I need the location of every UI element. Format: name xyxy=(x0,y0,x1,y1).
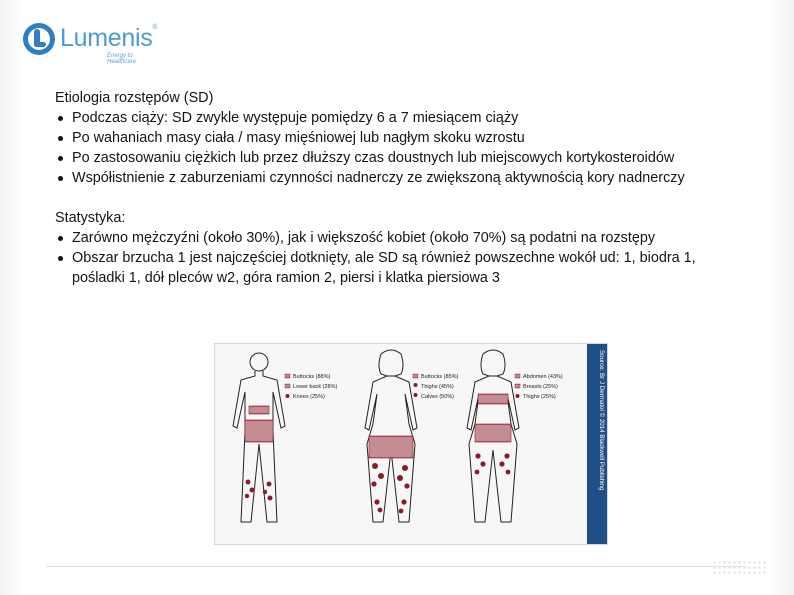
logo-wordmark: Lumenis® xyxy=(60,24,158,52)
female-front-legend xyxy=(515,374,563,400)
male-legend-item: Knees (25%) xyxy=(293,394,325,400)
stretch-marks-body-figure xyxy=(214,343,608,545)
statistics-item: Obszar brzucha 1 jest najczęściej dotknięty, ale SD są również powszechne wokół ud: 1, biodra 1, pośladki 1, dół pleców w2, góra ramion 2, piersi i klatka piersiowa 3 xyxy=(55,248,745,288)
body-diagram xyxy=(215,344,607,544)
section-spacer xyxy=(55,188,745,208)
footer-divider xyxy=(46,566,746,567)
female-back-legend-item: Buttocks (85%) xyxy=(421,374,459,380)
lumenis-logo xyxy=(22,22,162,66)
female-front-abdomen-mark xyxy=(475,424,511,442)
statistics-heading: Statystyka: xyxy=(55,210,126,226)
etiology-item: Po wahaniach masy ciała / masy mięśniowej lub nagłym skoku wzrostu xyxy=(55,128,745,148)
female-back-buttocks-mark xyxy=(369,436,413,458)
female-front-legend-item: Breasts (25%) xyxy=(523,384,558,390)
decorative-dot-grid xyxy=(712,560,768,576)
statistics-list xyxy=(55,228,745,288)
female-back-thigh-calf-marks xyxy=(371,463,409,513)
etiology-item: Podczas ciąży: SD zwykle występuje pomiędzy 6 a 7 miesiącem ciąży xyxy=(55,108,745,128)
etiology-heading: Etiologia rozstępów (SD) xyxy=(55,90,214,106)
female-back-legend-item: Calves (50%) xyxy=(421,394,455,400)
etiology-item: Współistnienie z zaburzeniami czynności nadnerczy ze zwiększoną aktywnością kory nadnerczy xyxy=(55,168,745,188)
etiology-item: Po zastosowaniu ciężkich lub przez dłuższy czas doustnych lub miejscowych kortykosteroidów xyxy=(55,148,745,168)
male-legend-item: Buttocks (88%) xyxy=(293,374,331,380)
female-back-legend-item: Thighs (45%) xyxy=(421,384,454,390)
male-legend xyxy=(285,374,337,400)
male-knee-marks xyxy=(245,480,273,501)
etiology-list xyxy=(55,108,745,188)
female-front-breasts-mark xyxy=(478,394,508,404)
statistics-item: Zarówno mężczyźni (około 30%), jak i większość kobiet (około 70%) są podatni na rozstępy xyxy=(55,228,745,248)
female-front-legend-item: Thighs (25%) xyxy=(523,394,556,400)
female-front-legend-item: Abdomen (43%) xyxy=(523,374,563,380)
female-back-legend xyxy=(413,374,458,400)
male-legend-item: Lower back (28%) xyxy=(293,384,338,390)
male-buttocks-mark xyxy=(245,420,273,442)
lumenis-logo-icon xyxy=(22,22,56,56)
male-lowerback-mark xyxy=(249,406,269,414)
logo-tagline: Energy to Healthcare xyxy=(107,53,137,65)
slide-content xyxy=(55,88,745,288)
figure-source-credit: Source: Br J Dermatol © 2014 Blackwell Publishing xyxy=(598,350,605,491)
